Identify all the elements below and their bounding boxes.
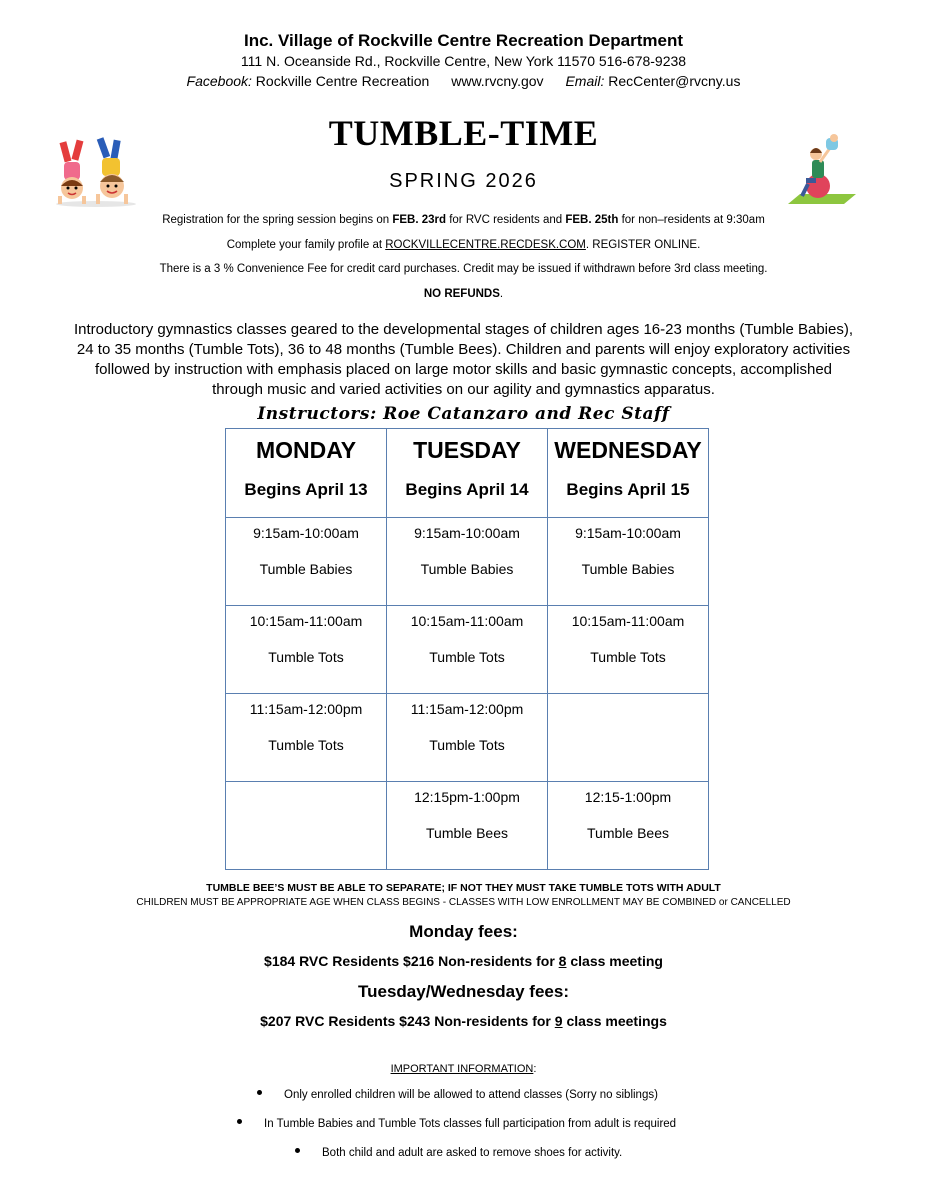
instructors-line: Instructors: Roe Catanzaro and Rec Staff	[257, 404, 670, 424]
class-slot: 10:15am-11:00am Tumble Tots	[548, 606, 709, 694]
contact-line	[0, 73, 927, 89]
list-item: Only enrolled children will be allowed to attend classes (Sorry no siblings)	[257, 1089, 658, 1101]
class-slot: 9:15am-10:00am Tumble Babies	[226, 518, 387, 606]
bullet-icon	[295, 1148, 300, 1153]
resident-date: FEB. 23rd	[392, 214, 447, 226]
convenience-fee-note: There is a 3 % Convenience Fee for credit card purchases. Credit may be issued if withdrawn before 3rd class meeting.	[159, 263, 768, 275]
address-line: 111 N. Oceanside Rd., Rockville Centre, New York 11570 516-678-9238	[240, 53, 687, 69]
table-row	[226, 606, 709, 694]
monday-fees-line: $184 RVC Residents $216 Non-residents for 8 class meeting	[264, 953, 663, 969]
registration-online: Complete your family profile at ROCKVILLECENTRE.RECDESK.COM. REGISTER ONLINE.	[226, 239, 701, 251]
no-refunds-note: NO REFUNDS.	[423, 288, 504, 300]
tumble-bee-warning: TUMBLE BEE’S MUST BE ABLE TO SEPARATE; IF NOT THEY MUST TAKE TUMBLE TOTS WITH ADULT	[206, 882, 721, 894]
table-row	[226, 694, 709, 782]
table-row	[226, 518, 709, 606]
recdesk-link[interactable]: ROCKVILLECENTRE.RECDESK.COM	[385, 239, 586, 251]
facebook-value: Rockville Centre Recreation	[255, 73, 430, 89]
important-info-heading: IMPORTANT INFORMATION:	[390, 1063, 537, 1075]
class-slot: 11:15am-12:00pm Tumble Tots	[387, 694, 548, 782]
class-slot: 11:15am-12:00pm Tumble Tots	[226, 694, 387, 782]
class-slot: 12:15pm-1:00pm Tumble Bees	[387, 782, 548, 870]
empty-slot	[548, 694, 709, 782]
day-header-wednesday: WEDNESDAY Begins April 15	[548, 429, 709, 518]
schedule-table	[225, 428, 709, 870]
class-slot: 9:15am-10:00am Tumble Babies	[387, 518, 548, 606]
website-link[interactable]: www.rvcny.gov	[451, 73, 544, 89]
facebook-label: Facebook:	[186, 73, 252, 89]
bullet-icon	[257, 1090, 262, 1095]
tuewed-fees-heading: Tuesday/Wednesday fees:	[357, 982, 569, 1001]
list-item: Both child and adult are asked to remove shoes for activity.	[295, 1147, 622, 1159]
class-slot: 10:15am-11:00am Tumble Tots	[387, 606, 548, 694]
schedule-header-row	[226, 429, 709, 518]
class-slot: 12:15-1:00pm Tumble Bees	[548, 782, 709, 870]
season-subtitle: SPRING 2026	[389, 170, 538, 192]
empty-slot	[226, 782, 387, 870]
list-item: In Tumble Babies and Tumble Tots classes full participation from adult is required	[237, 1118, 676, 1130]
organization-name: Inc. Village of Rockville Centre Recreation Department	[244, 31, 683, 50]
class-slot: 9:15am-10:00am Tumble Babies	[548, 518, 709, 606]
monday-fees-heading: Monday fees:	[409, 922, 518, 941]
day-header-monday: MONDAY Begins April 13	[226, 429, 387, 518]
class-slot: 10:15am-11:00am Tumble Tots	[226, 606, 387, 694]
email-label: Email:	[565, 73, 605, 89]
bullet-icon	[237, 1119, 242, 1124]
registration-dates: Registration for the spring session begins on FEB. 23rd for RVC residents and FEB. 25th for non–residents at 9:30am	[162, 214, 765, 226]
email-link[interactable]: RecCenter@rvcny.us	[608, 73, 741, 89]
tuewed-fees-line: $207 RVC Residents $243 Non-residents for 9 class meetings	[260, 1013, 667, 1029]
day-header-tuesday: TUESDAY Begins April 14	[387, 429, 548, 518]
page-title: TUMBLE-TIME	[328, 113, 599, 153]
table-row	[226, 782, 709, 870]
age-enrollment-note: CHILDREN MUST BE APPROPRIATE AGE WHEN CLASS BEGINS - CLASSES WITH LOW ENROLLMENT MAY BE COMBINED or CANCELLED	[136, 897, 791, 908]
nonresident-date: FEB. 25th	[565, 214, 619, 226]
program-description: Introductory gymnastics classes geared to the developmental stages of children ages 16-23 months (Tumble Babies), 24 to 35 months (Tumble Tots), 36 to 48 months (Tumble Bees). Children and parents will enjoy exploratory activities followed by instruction with emphasis placed on large motor skills and basic gymnastic concepts, accomplished through music and varied activities on our agility and gymnastics apparatus.	[73, 321, 854, 398]
